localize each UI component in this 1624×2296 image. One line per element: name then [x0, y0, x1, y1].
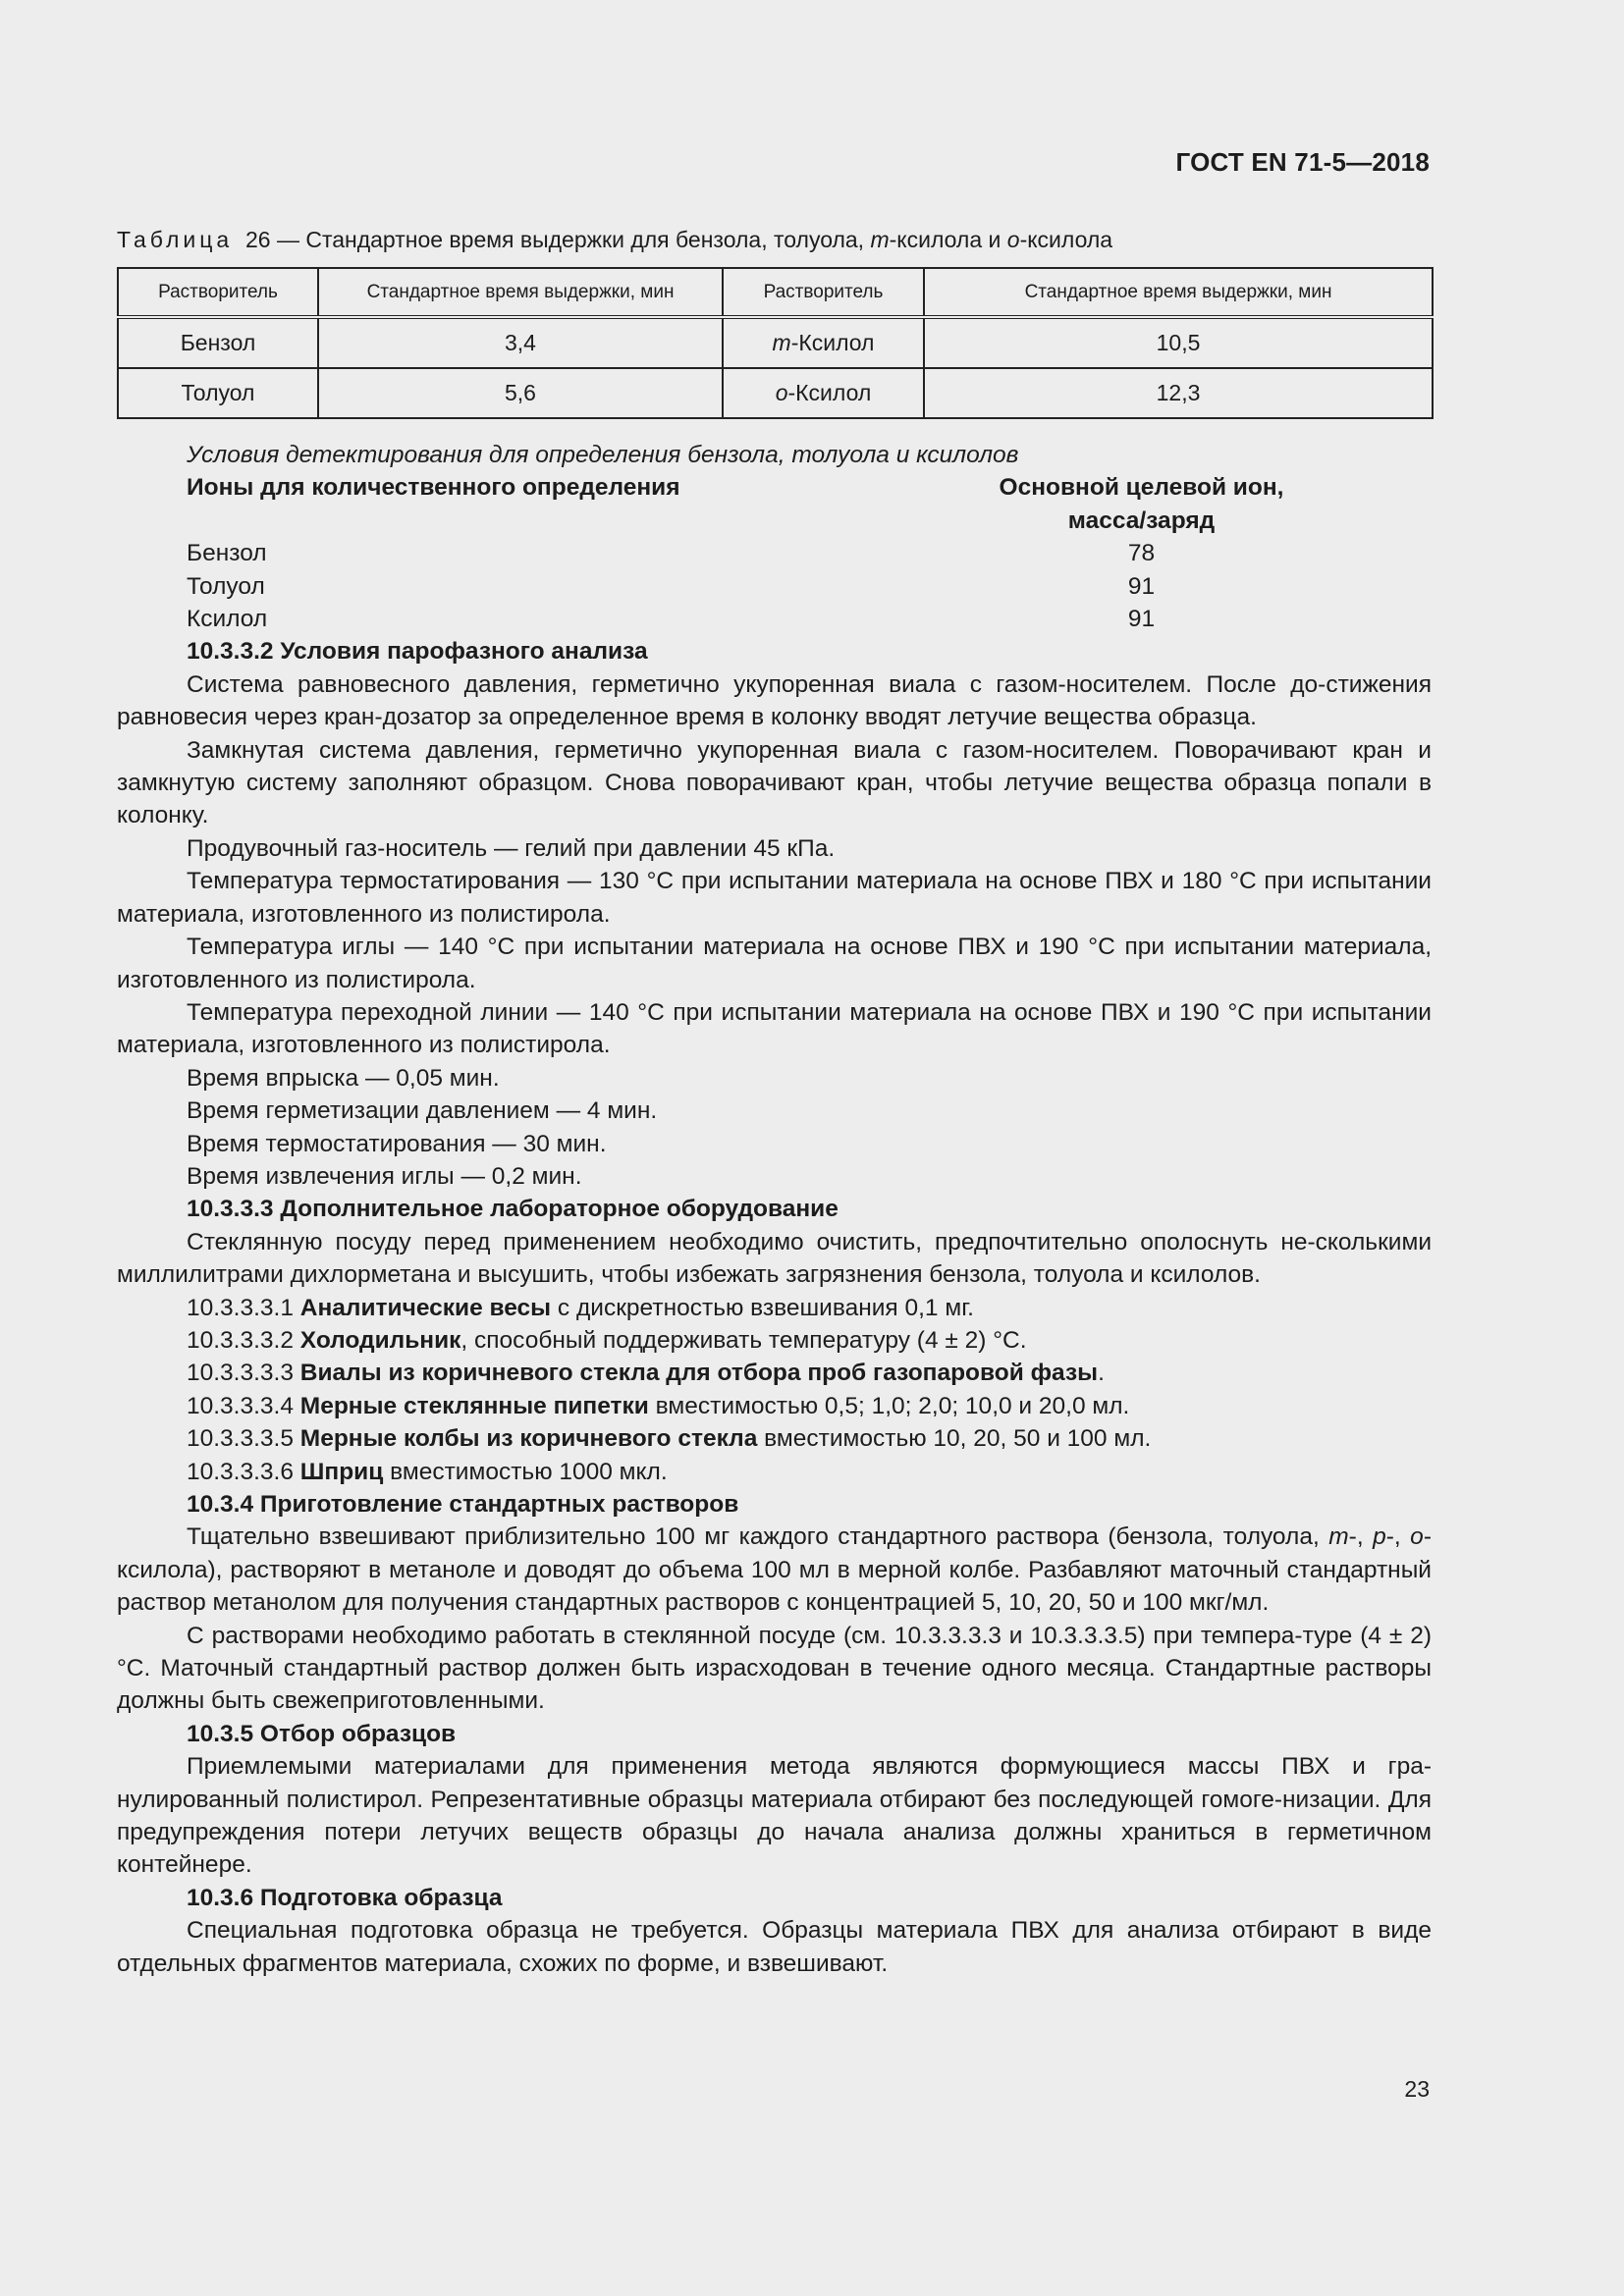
table-caption-number: 26 [244, 227, 271, 252]
ion-row [117, 603, 1432, 635]
item-title: Виалы из коричневого стекла для отбора проб газопаровой фазы [299, 1360, 1099, 1387]
paragraph: Стеклянную посуду перед применением необходимо очистить, предпочтительно ополоснуть не-сколькими миллилитрами дихлорметана и высушить, чтобы избежать загрязнения бензола, толуола и ксилолов. [117, 1228, 1432, 1289]
table-cell: Бензол [118, 317, 318, 368]
ion-row [117, 570, 1432, 603]
table-caption-text: -ксилола [1019, 227, 1113, 252]
detection-conditions-title: Условия детектирования для определения бензола, толуола и ксилолов [187, 442, 1019, 468]
table-row [118, 368, 1433, 418]
ion-name: Бензол [187, 540, 267, 567]
section-heading: 10.3.6 Подготовка образца [187, 1884, 503, 1911]
paragraph-text: -ксилола), растворяют в метаноле и доводят до объема 100 мл в мерной колбе. Разбавляют маточный стандартный раствор метанолом для получения стандартных растворов с концентрацией 5, 10, 20, 50 и 100 мкг/мл. [117, 1523, 1432, 1617]
page-number: 23 [1404, 2076, 1430, 2102]
document-code: ГОСТ EN 71-5—2018 [1175, 147, 1430, 177]
document-body [117, 439, 1432, 1980]
isomer-prefix: o [1410, 1523, 1424, 1551]
equipment-item [117, 1456, 1432, 1488]
paragraph: С растворами необходимо работать в стеклянной посуде (см. 10.3.3.3.3 и 10.3.3.3.5) при темпера-туре (4 ± 2) °С. Маточный стандартный раствор должен быть израсходован в течение одного месяца. Стандартные растворы должны быть свежеприготовленными. [117, 1622, 1432, 1715]
ion-col1-header: Ионы для количественного определения [187, 474, 680, 502]
paragraph-text: -, [1385, 1523, 1411, 1551]
paragraph: Время впрыска — 0,05 мин. [187, 1064, 500, 1092]
table-cell: 5,6 [318, 368, 723, 418]
paragraph-text: Тщательно взвешивают приблизительно 100 мг каждого стандартного раствора (бензола, толуола, [187, 1523, 1329, 1551]
ion-row [117, 537, 1432, 569]
paragraph: Время извлечения иглы — 0,2 мин. [187, 1162, 582, 1190]
ion-value: 91 [1127, 572, 1156, 600]
table-header-cell: Стандартное время выдержки, мин [318, 268, 723, 317]
item-title: Холодильник [299, 1326, 461, 1354]
isomer-prefix: p [1373, 1523, 1386, 1551]
equipment-item [117, 1292, 1432, 1324]
equipment-item [117, 1390, 1432, 1422]
ion-value: 78 [1127, 540, 1156, 567]
table-cell: 3,4 [318, 317, 723, 368]
holding-time-table [117, 267, 1434, 419]
paragraph: Система равновесного давления, герметично укупоренная виала с газом-носителем. После до-стижения равновесия через кран-дозатор за определенное время в колонку вводят летучие вещества образца. [117, 670, 1432, 731]
section-heading: 10.3.3.3 Дополнительное лабораторное оборудование [187, 1196, 839, 1223]
item-text: вместимостью 0,5; 1,0; 2,0; 10,0 и 20,0 мл. [648, 1392, 1130, 1419]
item-text: вместимостью 1000 мкл. [383, 1458, 668, 1485]
item-number: 10.3.3.3.2 [187, 1326, 294, 1354]
paragraph: Температура переходной линии — 140 °С при испытании материала на основе ПВХ и 190 °С при испытании материала, изготовленного из полистирола. [117, 998, 1432, 1059]
paragraph [117, 1521, 1432, 1619]
table-cell: 10,5 [924, 317, 1433, 368]
paragraph: Замкнутая система давления, герметично укупоренная виала с газом-носителем. Поворачивают кран и замкнутую систему заполняют образцом. Снова поворачивают кран, чтобы летучие вещества образца попали в колонку. [117, 736, 1432, 829]
item-number: 10.3.3.3.1 [187, 1294, 294, 1321]
table-cell: 12,3 [924, 368, 1433, 418]
item-text: вместимостью 10, 20, 50 и 100 мл. [757, 1425, 1152, 1453]
paragraph: Время термостатирования — 30 мин. [187, 1130, 607, 1157]
paragraph-text: -, [1348, 1523, 1374, 1551]
table-cell [723, 317, 924, 368]
paragraph: Приемлемыми материалами для применения метода являются формующиеся массы ПВХ и гра-нулированный полистирол. Репрезентативные образцы материала отбирают без последующей гомоге-низации. Для предупреждения потери летучих веществ образцы до начала анализа должны храниться в герметичном контейнере. [117, 1753, 1432, 1879]
ion-value: 91 [1127, 606, 1156, 633]
paragraph: Температура термостатирования — 130 °С при испытании материала на основе ПВХ и 180 °С при испытании материала, изготовленного из полистирола. [117, 868, 1432, 928]
table-caption [117, 227, 1112, 253]
isomer-prefix: m [1328, 1523, 1349, 1551]
section-heading: 10.3.4 Приготовление стандартных растворов [187, 1491, 739, 1518]
table-caption-text: — Стандартное время выдержки для бензола, толуола, [270, 227, 871, 252]
item-title: Аналитические весы [299, 1294, 552, 1321]
isomer-prefix: o [775, 380, 788, 405]
table-cell: Толуол [118, 368, 318, 418]
item-text: с дискретностью взвешивания 0,1 мг. [551, 1294, 974, 1321]
item-number: 10.3.3.3.3 [187, 1360, 294, 1387]
table-caption-text: -ксилола и [889, 227, 1007, 252]
table-caption-italic: m [870, 227, 890, 252]
section-heading: 10.3.3.2 Условия парофазного анализа [187, 638, 648, 666]
ion-col2-header: Основной целевой ион, масса/заряд [999, 474, 1284, 534]
table-header-cell: Растворитель [723, 268, 924, 317]
solvent-name: -Ксилол [787, 380, 872, 405]
item-number: 10.3.3.3.6 [187, 1458, 294, 1485]
table-header-row [118, 268, 1433, 317]
table-header-cell: Стандартное время выдержки, мин [924, 268, 1433, 317]
table-header-cell: Растворитель [118, 268, 318, 317]
section-heading: 10.3.5 Отбор образцов [187, 1720, 457, 1747]
item-number: 10.3.3.3.5 [187, 1425, 294, 1453]
item-title: Шприц [299, 1458, 384, 1485]
paragraph: Температура иглы — 140 °С при испытании материала на основе ПВХ и 190 °С при испытании материала, изготовленного из полистирола. [117, 934, 1432, 993]
item-number: 10.3.3.3.4 [187, 1392, 294, 1419]
table-caption-italic: o [1006, 227, 1020, 252]
item-title: Мерные стеклянные пипетки [299, 1392, 649, 1419]
ion-table-header [117, 471, 1432, 537]
paragraph: Время герметизации давлением — 4 мин. [187, 1097, 658, 1125]
equipment-item [117, 1324, 1432, 1357]
table-caption-label: Таблица [117, 227, 234, 252]
item-text: , способный поддерживать температуру (4 ± 2) °С. [460, 1326, 1027, 1354]
table-row [118, 317, 1433, 368]
solvent-name: -Ксилол [790, 330, 875, 355]
ion-name: Толуол [187, 572, 265, 600]
paragraph: Продувочный газ-носитель — гелий при давлении 45 кПа. [187, 834, 836, 862]
item-title: Мерные колбы из коричневого стекла [299, 1425, 758, 1453]
isomer-prefix: m [772, 330, 791, 355]
equipment-item [117, 1422, 1432, 1455]
equipment-item [117, 1357, 1432, 1389]
table-cell [723, 368, 924, 418]
ion-name: Ксилол [187, 606, 268, 633]
item-text: . [1098, 1360, 1105, 1387]
paragraph: Специальная подготовка образца не требуется. Образцы материала ПВХ для анализа отбирают в виде отдельных фрагментов материала, схожих по форме, и взвешивают. [117, 1917, 1432, 1977]
